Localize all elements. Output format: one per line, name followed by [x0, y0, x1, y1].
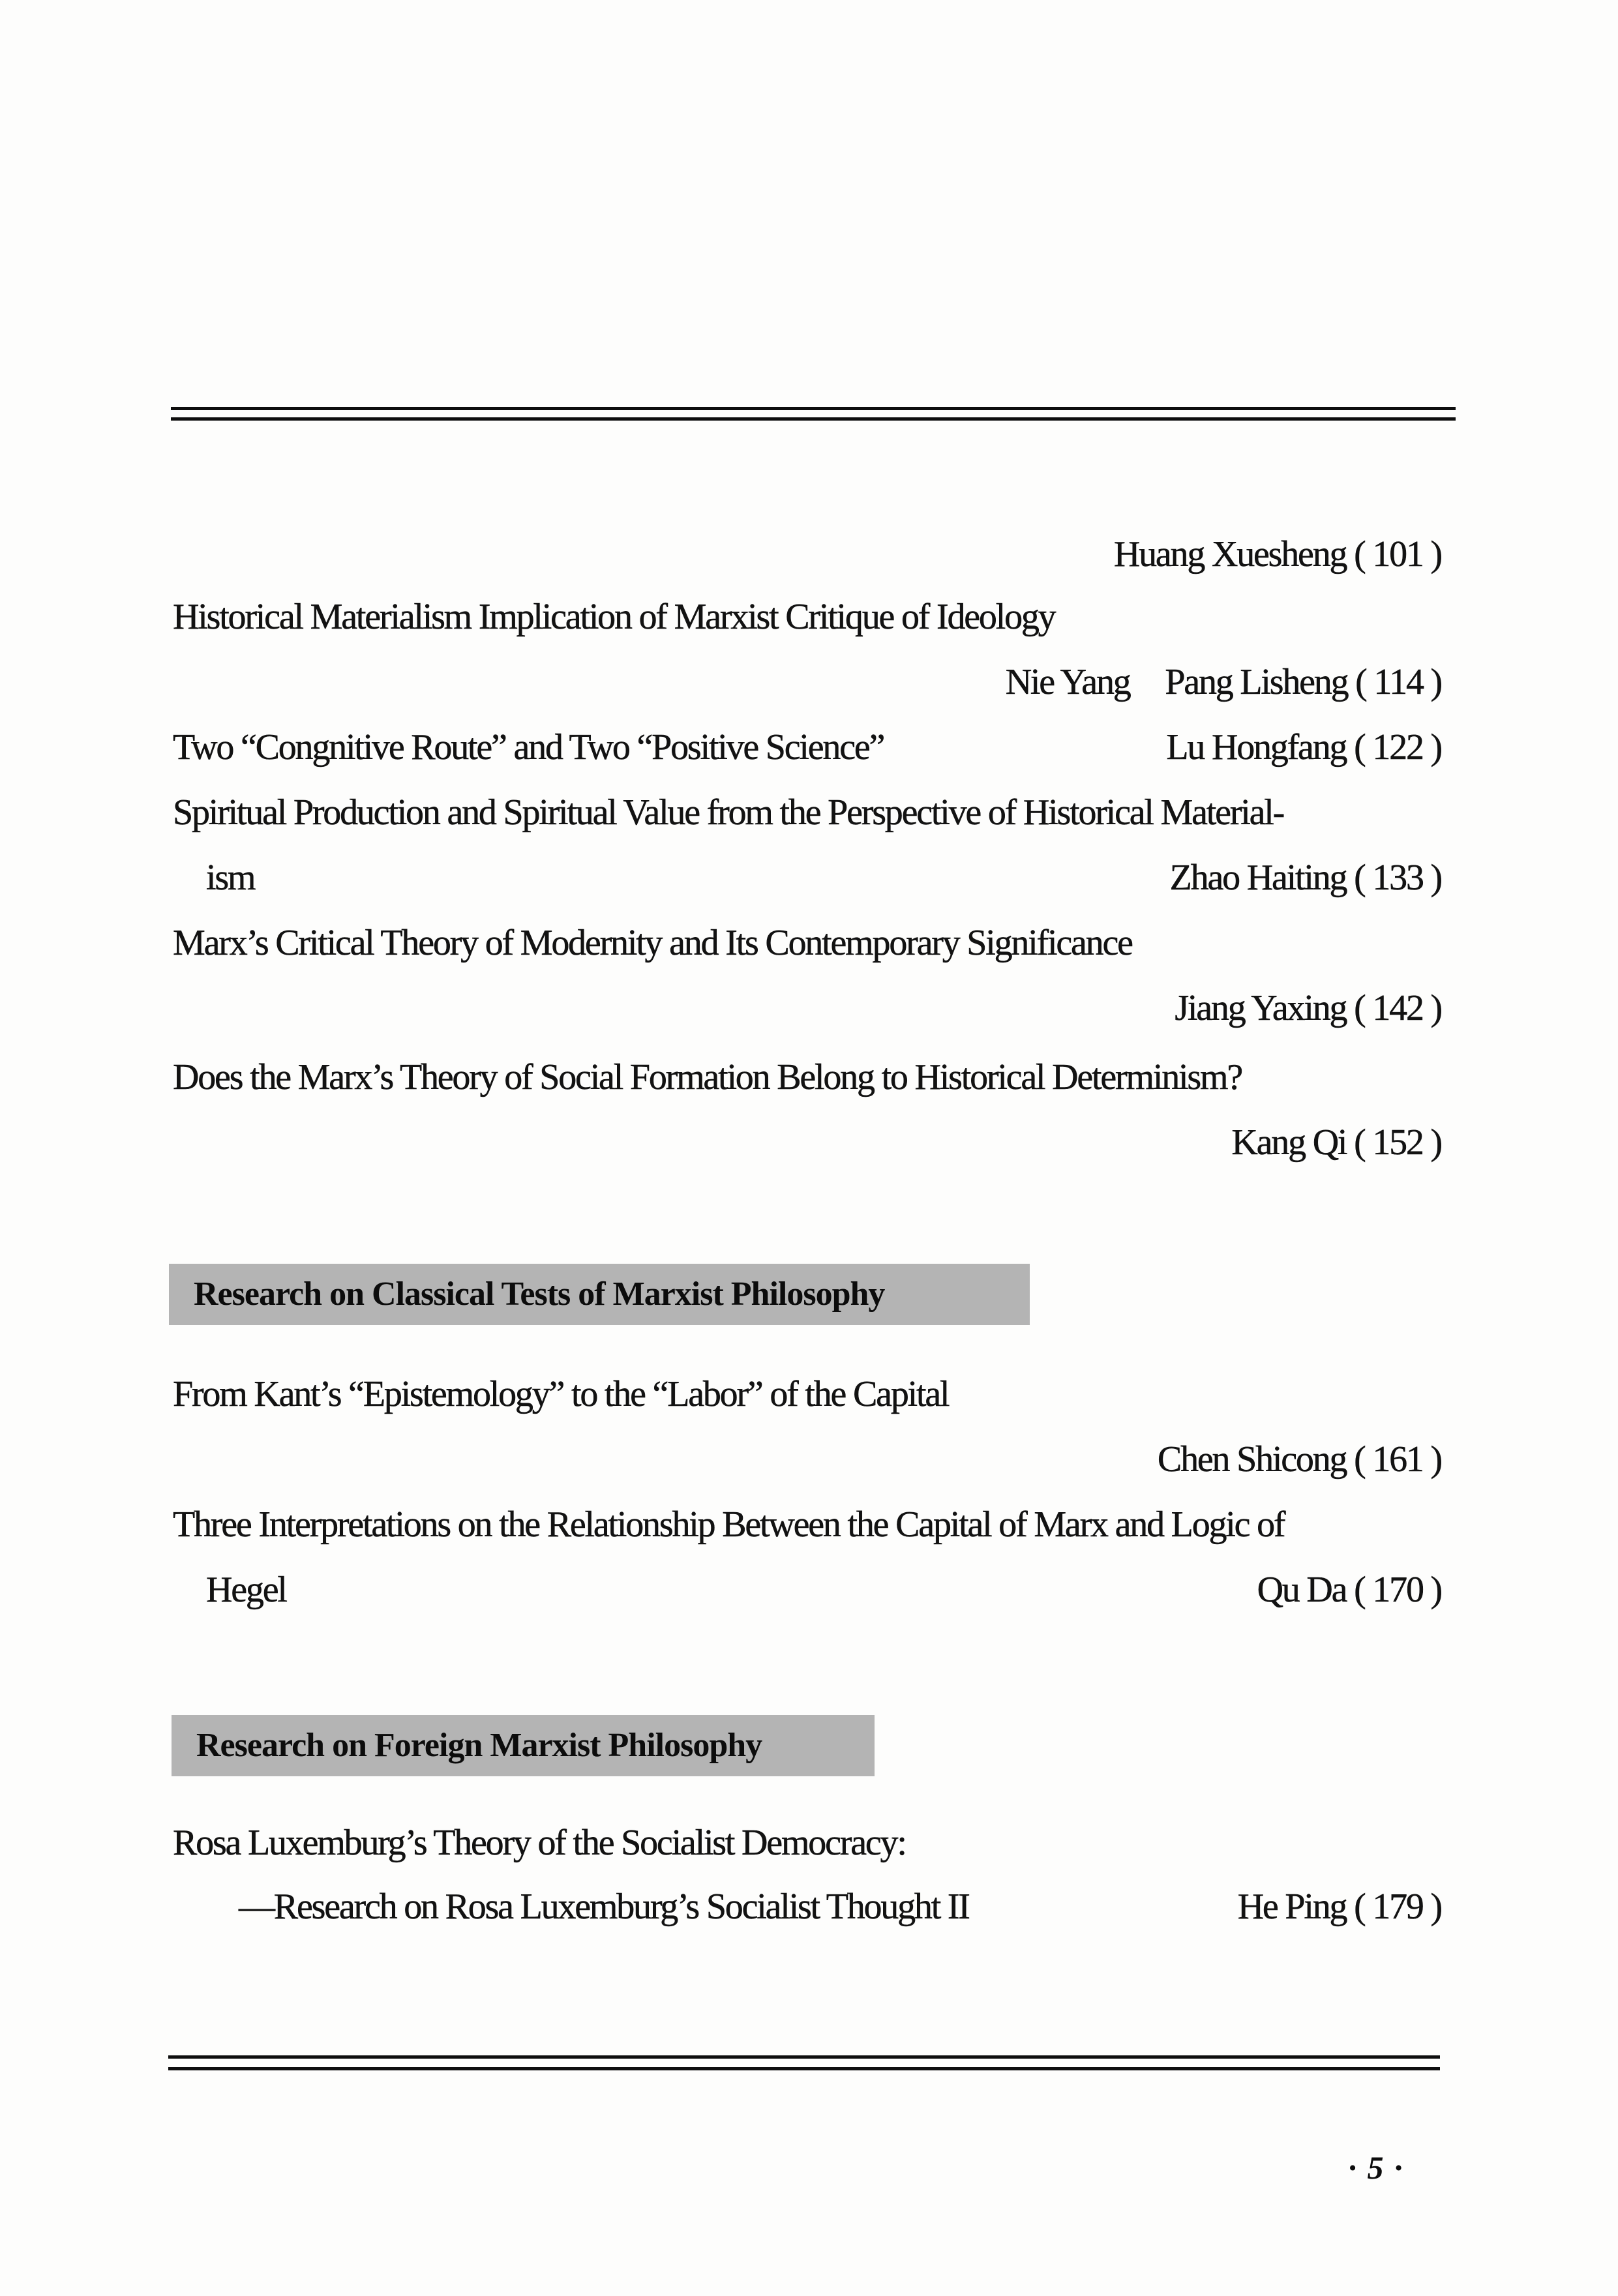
entry-title-runover: Hegel	[206, 1570, 286, 1610]
toc-line	[173, 522, 1441, 587]
entry-title: Three Interpretations on the Relationship Between the Capital of Marx and Logic of	[173, 1504, 1285, 1545]
entry-title: Marx’s Critical Theory of Modernity and Its Contemporary Significance	[173, 923, 1132, 963]
toc-line	[173, 845, 1441, 910]
entry-title-runover: ism	[206, 857, 255, 898]
entry-author-page: He Ping ( 179 )	[1237, 1886, 1441, 1927]
page-number: · 5 ·	[1348, 2149, 1404, 2186]
entry-author-page: Lu Hongfang ( 122 )	[1166, 727, 1441, 768]
toc-line	[173, 715, 1441, 780]
toc-line	[173, 910, 1441, 976]
top-double-rule	[171, 407, 1456, 421]
entry-title: Historical Materialism Implication of Marxist Critique of Ideology	[173, 597, 1055, 637]
entry-author-page: Zhao Haiting ( 133 )	[1169, 857, 1441, 898]
toc-line	[173, 1557, 1441, 1622]
toc-line	[173, 976, 1441, 1041]
toc-line	[173, 1874, 1441, 1939]
toc-line	[173, 1362, 1441, 1427]
entry-author-page: Chen Shicong ( 161 )	[1157, 1439, 1441, 1480]
toc-line	[173, 780, 1441, 845]
entry-author-page: Jiang Yaxing ( 142 )	[1175, 988, 1441, 1028]
toc-line	[173, 1492, 1441, 1557]
entry-author-page: Nie Yang Pang Lisheng ( 114 )	[1005, 662, 1441, 702]
toc-line	[173, 1810, 1441, 1875]
toc-line	[173, 1427, 1441, 1492]
section-header-classical-texts: Research on Classical Tests of Marxist Philosophy	[169, 1264, 1030, 1325]
entry-author-page: Qu Da ( 170 )	[1257, 1570, 1441, 1610]
toc-line	[173, 584, 1441, 649]
section-header-foreign-marxism: Research on Foreign Marxist Philosophy	[172, 1715, 875, 1776]
entry-author-page: Kang Qi ( 152 )	[1231, 1122, 1441, 1163]
bottom-double-rule	[168, 2055, 1440, 2070]
toc-line	[173, 1110, 1441, 1175]
entry-title: Spiritual Production and Spiritual Value from the Perspective of Historical Material-	[173, 792, 1284, 833]
entry-title: Two “Congnitive Route” and Two “Positive Science”	[173, 727, 884, 768]
entry-title: Does the Marx’s Theory of Social Formation Belong to Historical Determinism?	[173, 1057, 1242, 1097]
entry-title: Rosa Luxemburg’s Theory of the Socialist Democracy:	[173, 1823, 906, 1863]
toc-line	[173, 649, 1441, 715]
toc-line	[173, 1045, 1441, 1110]
entry-author-page: Huang Xuesheng ( 101 )	[1113, 534, 1441, 574]
entry-subtitle: —Research on Rosa Luxemburg’s Socialist Thought II	[239, 1886, 969, 1927]
entry-title: From Kant’s “Epistemology” to the “Labor” of the Capital	[173, 1374, 949, 1414]
